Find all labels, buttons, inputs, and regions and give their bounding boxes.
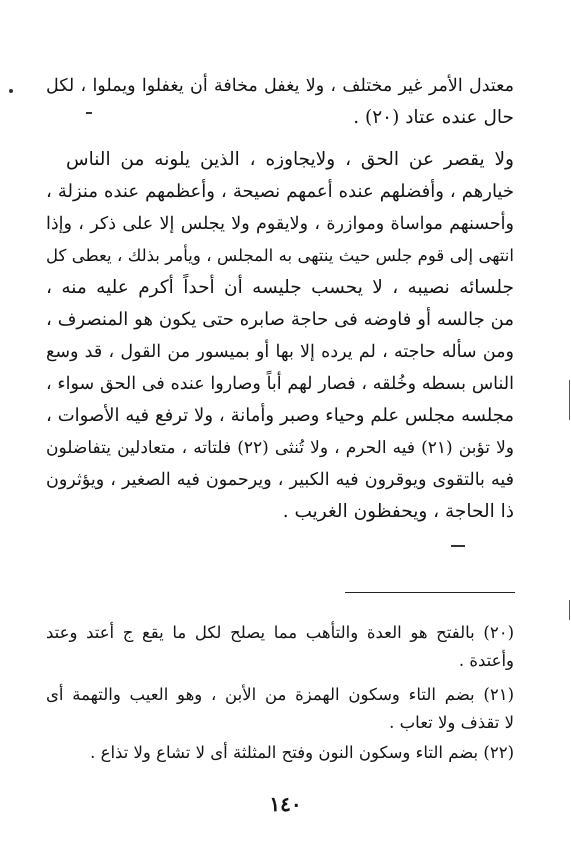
footnote-line: لا تقذف ولا تعاب . — [389, 713, 514, 732]
footnote-line: (٢٢) بضم التاء وسكون النون وفتح المثلثة أى لا تشاع ولا تذاع . — [90, 743, 514, 762]
scan-edge-mark — [569, 380, 570, 420]
scan-edge-mark — [569, 600, 570, 620]
text-line: الناس بسطه وخُلقه ، فصار لهم أباً وصاروا عنده فى الحق سواء ، — [46, 374, 514, 394]
text-line: ولا تؤبن (٢١) فيه الحرم ، ولا تُنثى (٢٢) فلتاته ، متعادلين يتفاضلون — [46, 438, 514, 458]
text-line: مجلسه مجلس علم وحياء وصبر وأمانة ، ولا ترفع فيه الأصوات ، — [46, 405, 514, 426]
text-line: ومن سأله حاجته ، لم يرده إلا بها أو بميسور من القول ، قد وسع — [46, 342, 514, 362]
text-line: فيه بالتقوى ويوقرون فيه الكبير ، ويرحمون فيه الصغير ، ويؤثرون — [46, 470, 514, 490]
page-number: ١٤٠ — [269, 792, 302, 816]
text-line: معتدل الأمر غير مختلف ، ولا يغفل مخافة أن يغفلوا ويملوا ، لكل — [46, 76, 514, 96]
text-line: حال عنده عتاد (٢٠) . — [353, 107, 514, 128]
footnote-line: (٢١) بضم التاء وسكون الهمزة من الأبن ، وهو العيب والتهمة أى — [46, 685, 514, 704]
scan-speck — [9, 89, 13, 93]
text-line: انتهى إلى قوم جلس حيث ينتهى به المجلس ، ويأمر بذلك ، يعطى كل — [46, 246, 514, 265]
text-line: من جالسه أو فاوضه فى حاجة صابره حتى يكون هو المنصرف ، — [46, 309, 514, 330]
text-line: خيارهم ، وأفضلهم عنده أعمهم نصيحة ، وأعظمهم عنده منزلة ، — [46, 181, 514, 202]
text-line: ولا يقصر عن الحق ، ولايجاوزه ، الذين يلونه من الناس — [66, 149, 514, 170]
text-line: جلسائه نصيبه ، لا يحسب جليسه أن أحداً أكرم عليه منه ، — [46, 277, 514, 298]
text-line: وأحسنهم مواساة وموازرة ، ولايقوم ولا يجلس إلا على ذكر ، وإذا — [46, 214, 514, 234]
footnote-separator — [345, 592, 515, 593]
scan-mark — [451, 545, 465, 547]
footnote-line: وأعتدة . — [458, 651, 514, 670]
scan-mark — [86, 112, 92, 114]
footnote-line: (٢٠) بالفتح هو العدة والتأهب مما يصلح لكل ما يقع ج أعتد وعتد — [46, 623, 514, 642]
text-line: ذا الحاجة ، ويحفظون الغريب . — [282, 501, 514, 522]
